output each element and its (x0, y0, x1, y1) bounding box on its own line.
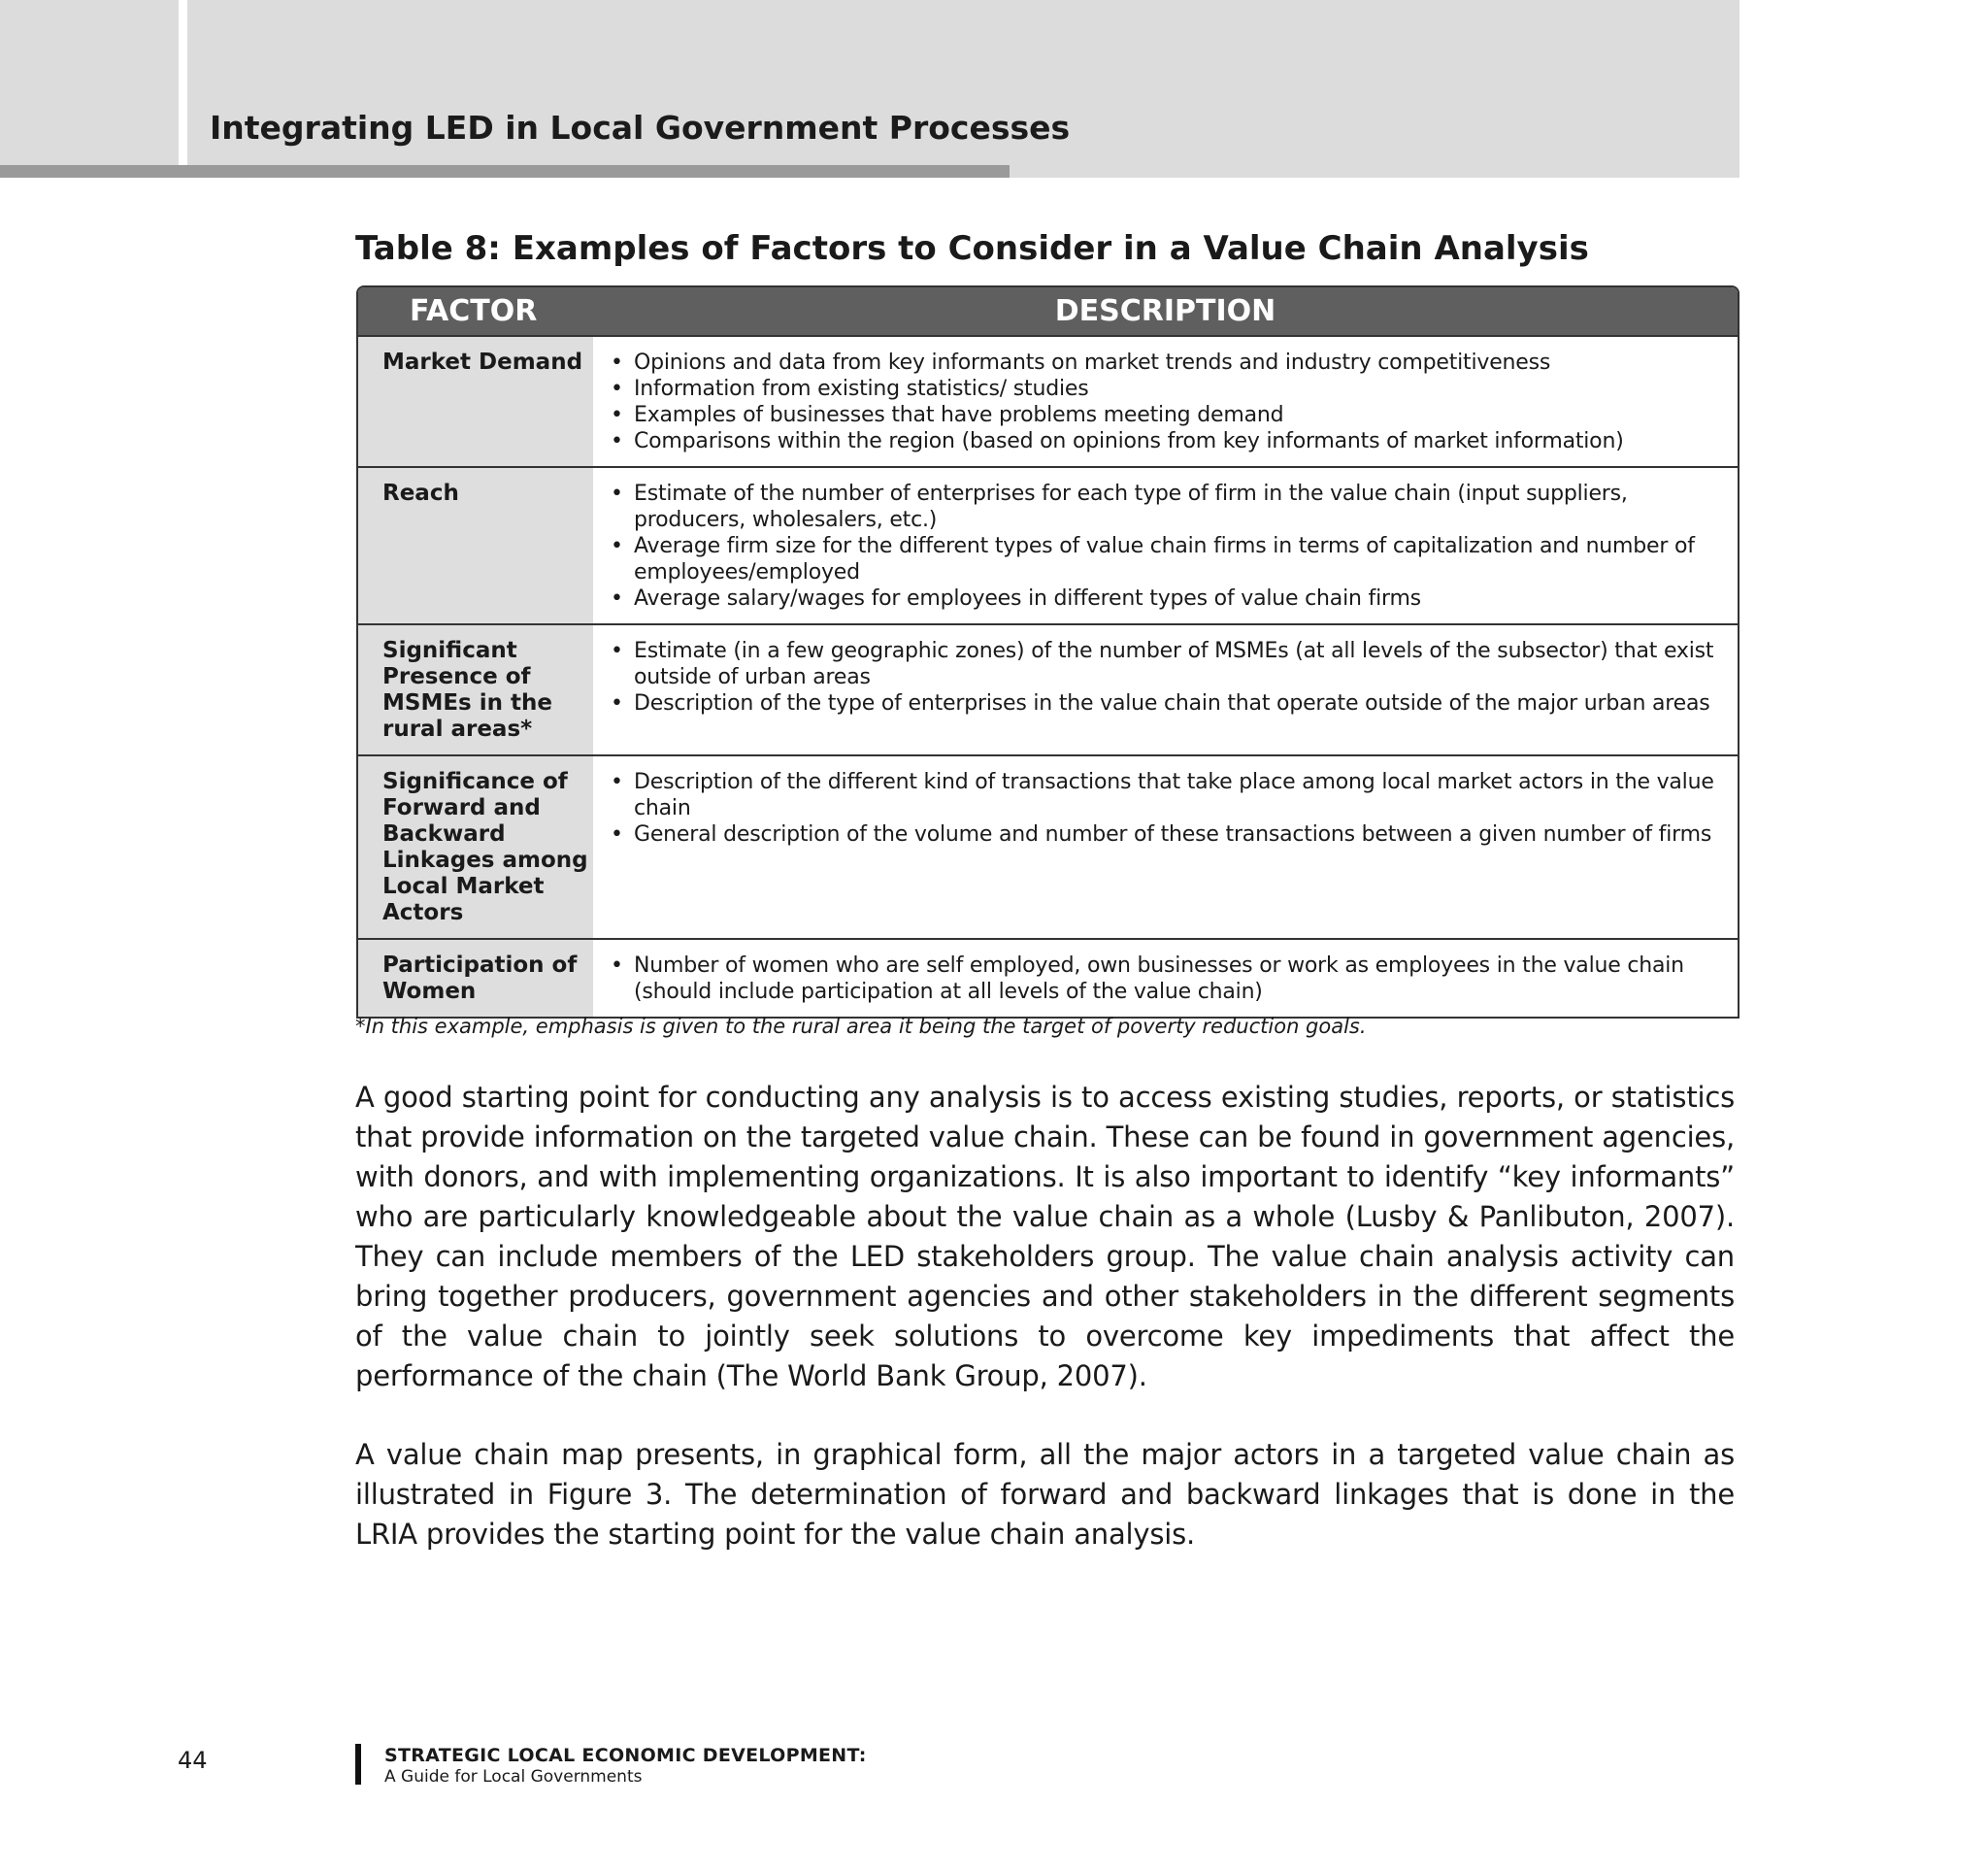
description-cell (593, 756, 1738, 938)
table-row (358, 940, 1738, 1017)
header-divider (179, 0, 187, 167)
table-footnote: *In this example, emphasis is given to the rural area it being the target of poverty reduction goals. (355, 1015, 1367, 1038)
body-paragraph-1: A good starting point for conducting any analysis is to access existing studies, reports, or statistics that provide information on the targeted value chain. These can be found in government agencies, with donors, and with implementing organizations. It is also important to identify “key informants” who are particularly knowledgeable about the value chain as a whole (Lusby & Panlibuton, 2007). They can include members of the LED stakeholders group. The value chain analysis activity can bring together producers, government agencies and other stakeholders in the different segments of the value chain to jointly seek solutions to overcome key impediments that affect the performance of the chain (The World Bank Group, 2007). (355, 1081, 1735, 1392)
description-item: • Opinions and data from key informants on market trends and industry competitiveness (609, 350, 1726, 376)
factor-cell: Market Demand (358, 337, 593, 466)
table-header-row (358, 287, 1738, 337)
table-title: Table 8: Examples of Factors to Consider in a Value Chain Analysis (355, 229, 1589, 268)
factor-cell: Significant Presence of MSMEs in the rural areas* (358, 625, 593, 754)
description-cell (593, 625, 1738, 754)
description-item: • Average salary/wages for employees in different types of value chain firms (609, 585, 1726, 612)
factor-cell: Participation of Women (358, 940, 593, 1017)
description-item: • General description of the volume and number of these transactions between a given number of firms (609, 821, 1726, 848)
table-row (358, 337, 1738, 468)
column-header-factor: FACTOR (410, 294, 538, 328)
description-item: • Description of the type of enterprises in the value chain that operate outside of the major urban areas (609, 690, 1726, 717)
running-title: Integrating LED in Local Government Processes (210, 109, 1071, 147)
factor-cell: Reach (358, 468, 593, 623)
description-list (609, 769, 1726, 848)
table-row (358, 468, 1738, 625)
description-item: • Information from existing statistics/ studies (609, 376, 1726, 402)
description-item: • Number of women who are self employed, own businesses or work as employees in the value chain (should include participation at all levels of the value chain) (609, 953, 1726, 1005)
factors-table (356, 285, 1740, 1019)
body-paragraph-2: A value chain map presents, in graphical form, all the major actors in a targeted value chain as illustrated in Figure 3. The determination of forward and backward linkages that is done in the LRIA provides the starting point for the value chain analysis. (355, 1438, 1735, 1551)
table-row (358, 625, 1738, 756)
description-item: • Comparisons within the region (based on opinions from key informants of market information) (609, 428, 1726, 454)
page-number: 44 (178, 1747, 208, 1774)
description-item: • Examples of businesses that have problems meeting demand (609, 402, 1726, 428)
description-item: • Estimate of the number of enterprises for each type of firm in the value chain (input suppliers, producers, wholesalers, etc.) (609, 481, 1726, 533)
factor-cell: Significance of Forward and Backward Linkages among Local Market Actors (358, 756, 593, 938)
description-cell (593, 468, 1738, 623)
footer-publication-title: STRATEGIC LOCAL ECONOMIC DEVELOPMENT: (384, 1745, 867, 1766)
footer-rule (355, 1744, 361, 1785)
header-rule (0, 165, 1010, 178)
table-row (358, 756, 1738, 940)
header-band (0, 0, 1740, 178)
description-list (609, 953, 1726, 1005)
description-list (609, 350, 1726, 454)
description-item: • Average firm size for the different types of value chain firms in terms of capitalization and number of employees/employed (609, 533, 1726, 585)
footer-publication-subtitle: A Guide for Local Governments (384, 1767, 643, 1787)
description-list (609, 481, 1726, 612)
description-cell (593, 337, 1738, 466)
description-list (609, 638, 1726, 717)
description-item: • Description of the different kind of transactions that take place among local market actors in the value chain (609, 769, 1726, 821)
description-item: • Estimate (in a few geographic zones) of the number of MSMEs (at all levels of the subsector) that exist outside of urban areas (609, 638, 1726, 690)
column-header-description: DESCRIPTION (1054, 294, 1276, 328)
description-cell (593, 940, 1738, 1017)
